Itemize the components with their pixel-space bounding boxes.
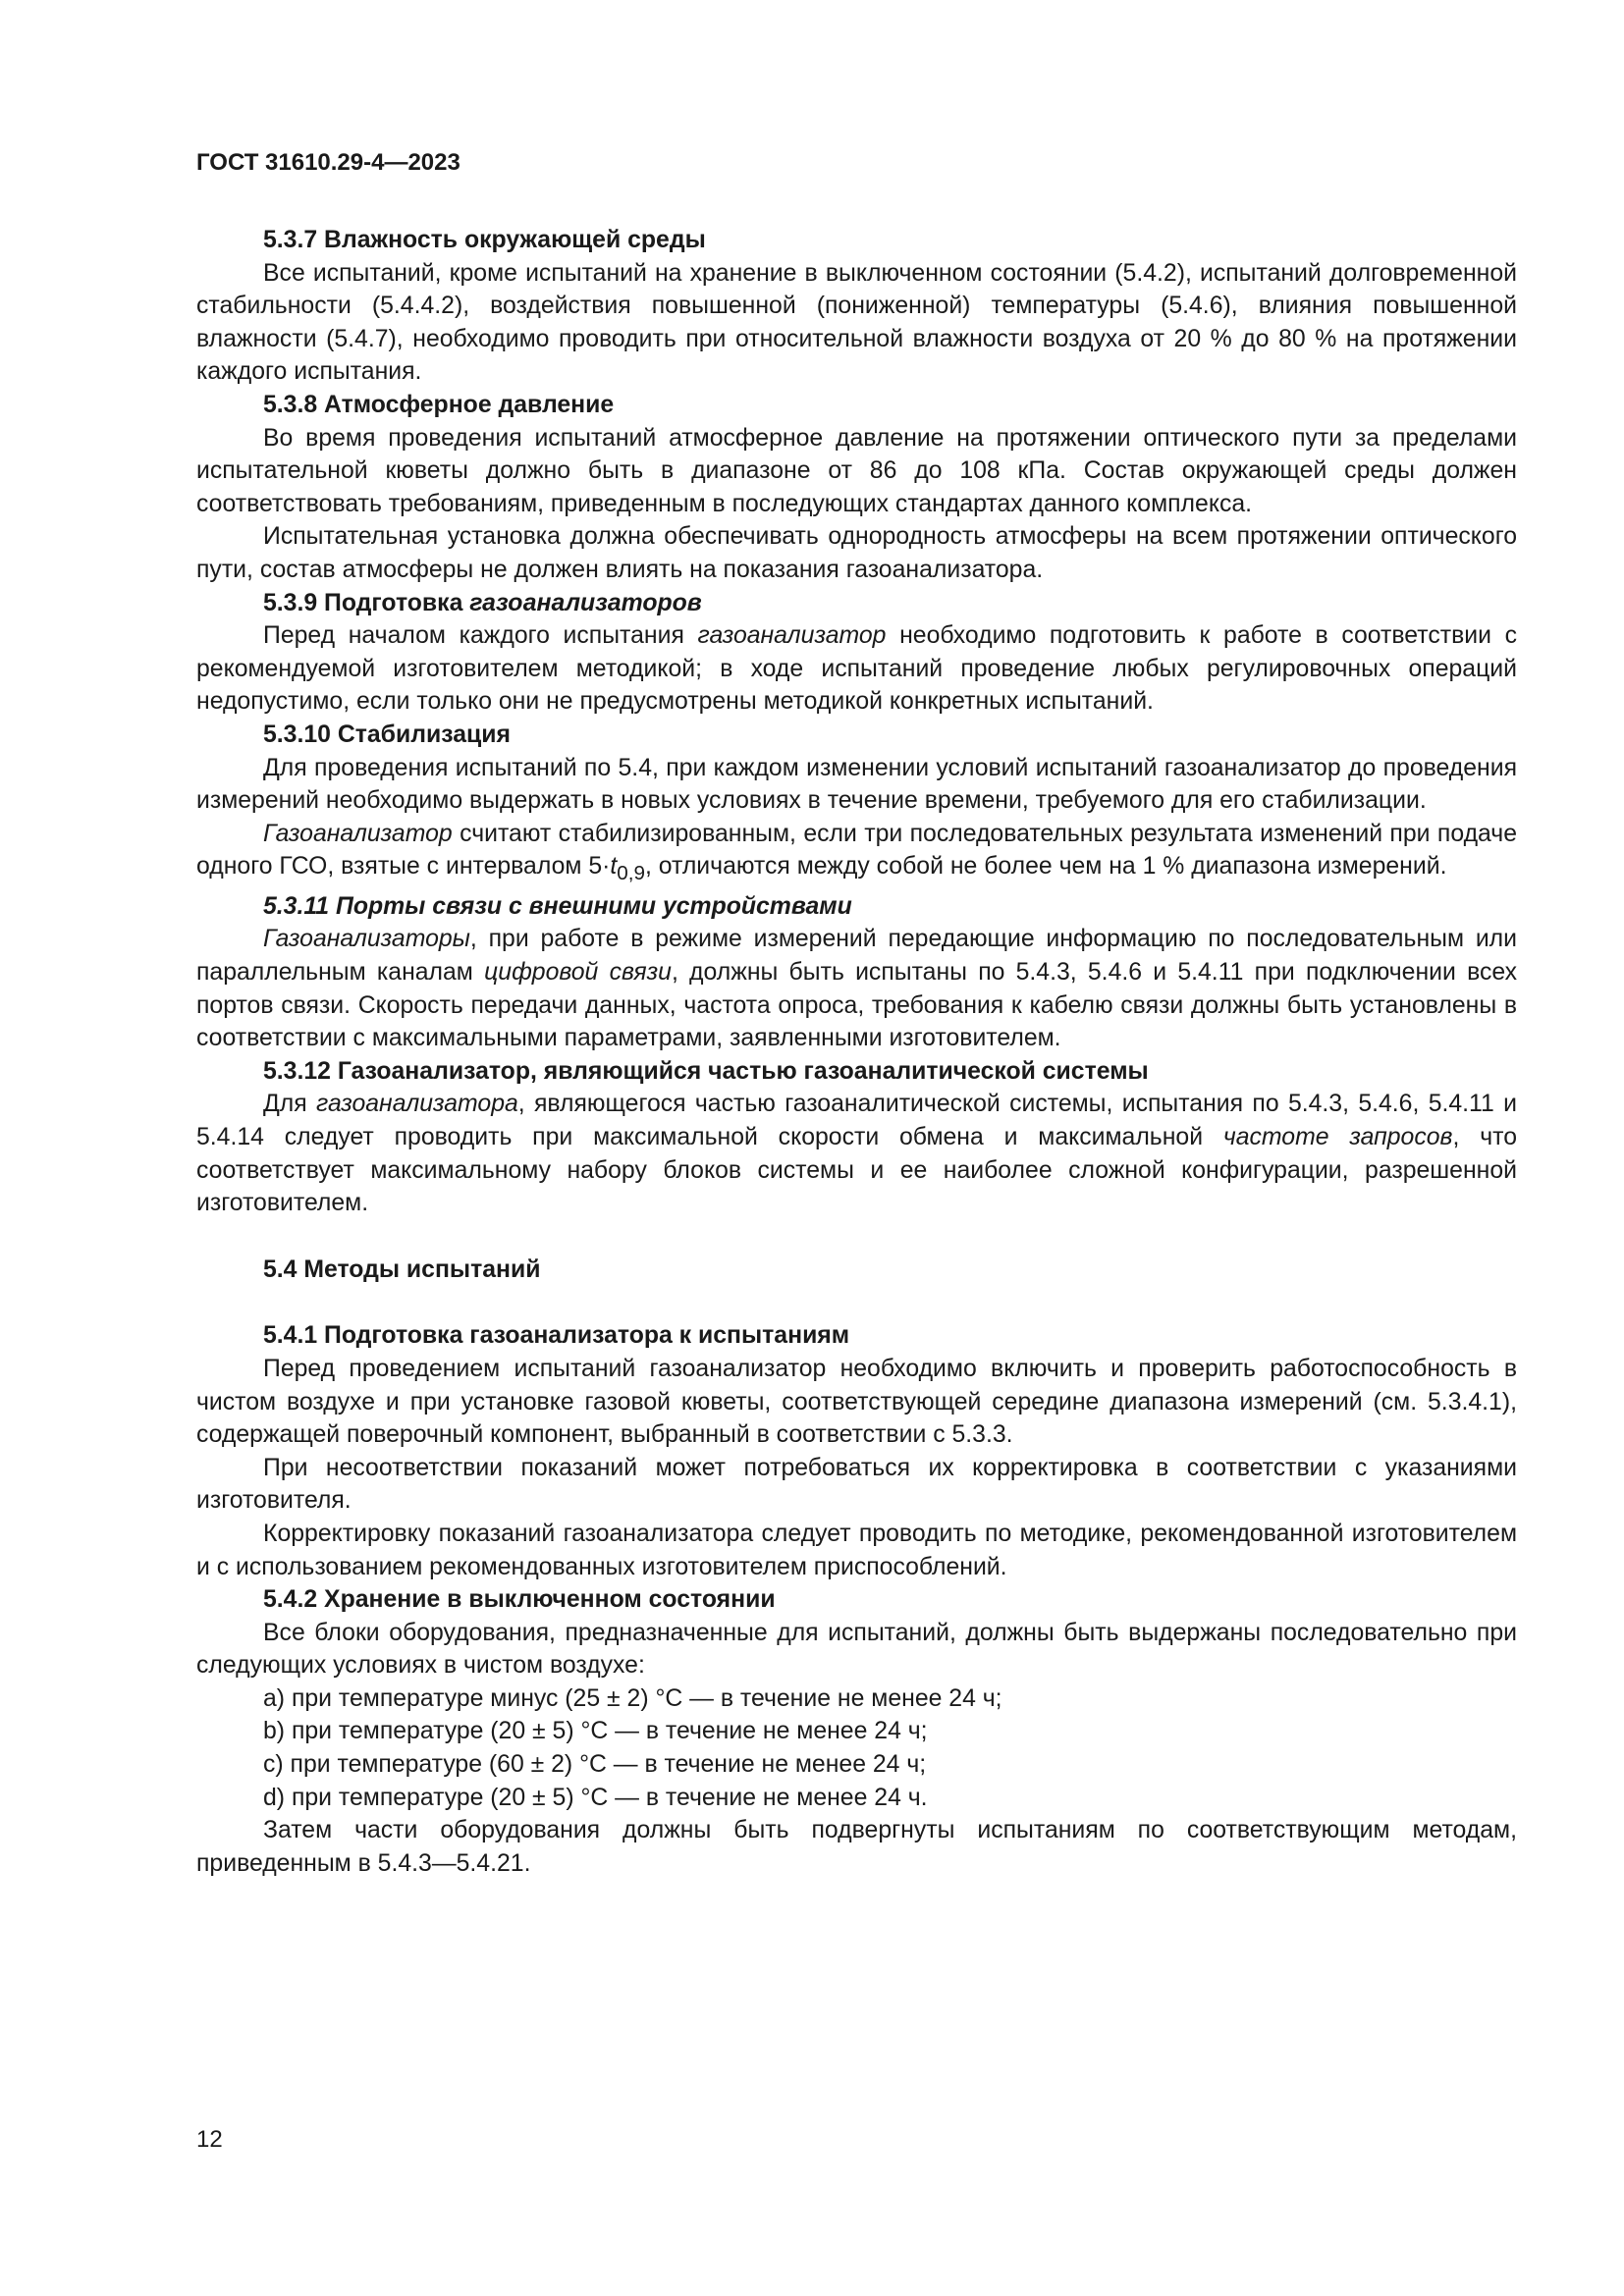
list-item: b) при температуре (20 ± 5) °С — в течение не менее 24 ч; [263,1718,928,1745]
emphasis: газоанализатора [316,1091,518,1118]
section-heading-5-3-8: 5.3.8 Атмосферное давление [263,391,615,418]
paragraph: Испытательная установка должна обеспечивать однородность атмосферы на всем протяжении оптического пути, состав атмосферы не должен влиять на показания газоанализатора. [196,523,1517,583]
emphasis: газоанализатор [697,622,887,650]
heading-text: 5.3.9 Подготовка [263,589,463,616]
paragraph: Перед проведением испытаний газоанализатор необходимо включить и проверить работоспособность в чистом воздухе и при установке газовой кюветы, соответствующей середине диапазона измерений (см. 5.3.4.1), содержащей поверочный компонент, выбранный в соответствии с 5.3.3. [196,1355,1517,1449]
section-heading-5-4: 5.4 Методы испытаний [263,1255,541,1283]
document-header: ГОСТ 31610.29-4—2023 [196,149,460,176]
text-run: Для [263,1091,317,1118]
list-item: d) при температуре (20 ± 5) °С — в течение не менее 24 ч. [263,1784,928,1811]
section-heading-5-3-10: 5.3.10 Стабилизация [263,721,511,748]
emphasis: Газоанализатор [263,820,453,847]
text-run: , отличаются между собой не более чем на 1 % диапазона измерений. [645,853,1447,881]
text-run: , должны быть испытаны по 5.4.3, 5.4.6 и 5.4.11 при подключении всех портов связи. Скорость передачи данных, частота опроса, требования к кабелю связи должны быть установлены в соответствии с максимальными параметрами, заявленными изготовителем. [196,959,1518,1052]
heading-emphasis: газоанализаторов [469,589,702,616]
paragraph: Во время проведения испытаний атмосферное давление на протяжении оптического пути за пределами испытательной кюветы должно быть в диапазоне от 86 до 108 кПа. Состав окружающей среды должен соответствовать требованиям, приведенным в последующих стандартах данного комплекса. [196,424,1517,517]
section-heading-5-3-9 [196,587,1517,620]
section-heading-5-3-7: 5.3.7 Влажность окружающей среды [263,227,706,253]
formula-variable: t [610,853,618,881]
paragraph [196,923,1517,1054]
text-run: , являющегося частью газоаналитической системы, испытания по 5.4.3, 5.4.6, 5.4.11 и 5.4.14 следует проводить при максимальной скорости обмена и максимальной [196,1091,1517,1150]
document-body [196,224,1517,1880]
text-run: необходимо подготовить к работе в соответствии с рекомендуемой изготовителем методикой; в ходе испытаний проведение любых регулировочных операций недопустимо, если только они не предусмотрены методикой конкретных испытаний. [196,622,1517,716]
paragraph [196,619,1517,719]
paragraph: Корректировку показаний газоанализатора следует проводить по методике, рекомендованной изготовителем и с использованием рекомендованных изготовителем приспособлений. [196,1520,1517,1580]
text-run: , при работе в режиме измерений передающие информацию по последовательным или параллельным каналам [196,926,1517,987]
paragraph: Все испытаний, кроме испытаний на хранение в выключенном состоянии (5.4.2), испытаний долговременной стабильности (5.4.4.2), воздействия повышенной (пониженной) температуры (5.4.6), влияния повышенной влажности (5.4.7), необходимо проводить при относительной влажности воздуха от 20 % до 80 % на протяжении каждого испытания. [196,259,1517,386]
list-item: a) при температуре минус (25 ± 2) °С — в течение не менее 24 ч; [263,1684,1002,1712]
emphasis: цифровой связи [484,959,672,987]
paragraph [196,818,1517,890]
section-heading-5-3-11: 5.3.11 Порты связи с внешними устройствами [263,892,852,920]
section-heading-5-4-1: 5.4.1 Подготовка газоанализатора к испытаниям [263,1322,850,1350]
formula-subscript: 0,9 [617,862,645,885]
emphasis: частоте запросов [1222,1123,1453,1150]
paragraph: При несоответствии показаний может потребоваться их корректировка в соответствии с указаниями изготовителя. [196,1454,1517,1515]
paragraph [196,1088,1517,1219]
text-run: , что соответствует максимальному набору блоков системы и ее наиболее сложной конфигурации, разрешенной изготовителем. [196,1123,1517,1217]
page-number: 12 [196,2126,223,2153]
text-run: Перед началом каждого испытания [263,622,698,650]
text-run: считают стабилизированным, если три последовательных результата изменений при подаче одного ГСО, взятые с интервалом 5· [196,820,1517,881]
emphasis: Газоанализаторы [263,926,470,953]
list-item: c) при температуре (60 ± 2) °С — в течение не менее 24 ч; [263,1751,927,1779]
section-heading-5-4-2: 5.4.2 Хранение в выключенном состоянии [263,1586,776,1614]
section-heading-5-3-12: 5.3.12 Газоанализатор, являющийся частью газоаналитической системы [263,1057,1149,1085]
paragraph: Для проведения испытаний по 5.4, при каждом изменении условий испытаний газоанализатор до проведения измерений необходимо выдержать в новых условиях в течение времени, требуемого для его стабилизации. [196,754,1517,815]
paragraph: Все блоки оборудования, предназначенные для испытаний, должны быть выдержаны последовательно при следующих условиях в чистом воздухе: [196,1619,1517,1680]
paragraph: Затем части оборудования должны быть подвергнуты испытаниям по соответствующим методам, приведенным в 5.4.3—5.4.21. [196,1817,1517,1877]
